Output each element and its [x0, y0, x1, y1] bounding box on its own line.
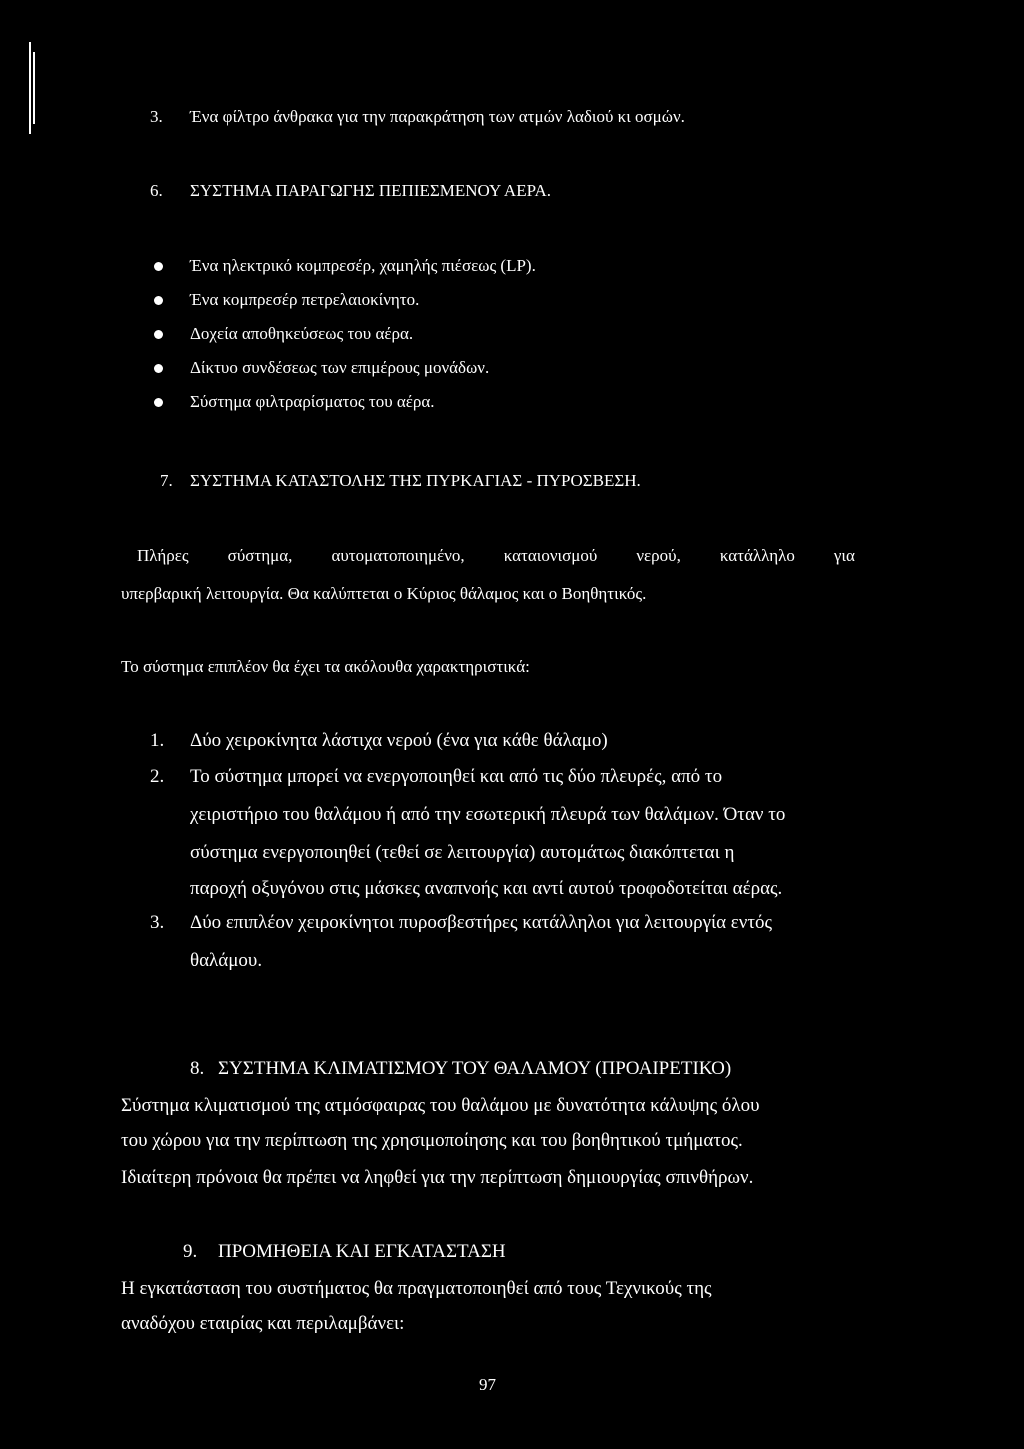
- bullet-icon: [154, 296, 163, 305]
- paragraph-line: Σύστημα κλιματισμού της ατμόσφαιρας του θαλάμου με δυνατότητα κάλυψης όλου: [121, 1095, 760, 1116]
- section-title: ΠΡΟΜΗΘΕΙΑ ΚΑΙ ΕΓΚΑΤΑΣΤΑΣΗ: [218, 1241, 506, 1262]
- section-number: 6.: [150, 181, 163, 200]
- bullet-icon: [154, 398, 163, 407]
- word: καταιονισμού: [503, 546, 598, 565]
- section-number: 7.: [160, 471, 173, 490]
- item-text: Το σύστημα μπορεί να ενεργοποιηθεί και από τις δύο πλευρές, από το: [190, 766, 723, 787]
- bullet-item: Δοχεία αποθηκεύσεως του αέρα.: [190, 324, 414, 343]
- section-title: ΣΥΣΤΗΜΑ ΚΛΙΜΑΤΙΣΜΟΥ ΤΟΥ ΘΑΛΑΜΟΥ (ΠΡΟΑΙΡΕΤΙΚΟ): [218, 1058, 732, 1079]
- word: σύστημα,: [227, 546, 293, 565]
- section-number: 8.: [190, 1058, 205, 1079]
- word: νερού,: [636, 546, 681, 565]
- item-text: Δύο χειροκίνητα λάστιχα νερού (ένα για κάθε θάλαμο): [190, 730, 608, 751]
- item-text: σύστημα ενεργοποιηθεί (τεθεί σε λειτουργία) αυτομάτως διακόπτεται η: [190, 842, 735, 863]
- word: αυτοματοποιημένο,: [331, 546, 465, 565]
- item-text: Ένα φίλτρο άνθρακα για την παρακράτηση των ατμών λαδιού κι οσμών.: [190, 107, 685, 126]
- margin-line: [29, 42, 31, 134]
- section-title: ΣΥΣΤΗΜΑ ΚΑΤΑΣΤΟΛΗΣ ΤΗΣ ΠΥΡΚΑΓΙΑΣ - ΠΥΡΟΣΒΕΣΗ.: [190, 471, 641, 490]
- page-number: 97: [479, 1375, 496, 1394]
- item-number: 3.: [150, 107, 163, 126]
- item-number: 2.: [150, 766, 165, 787]
- paragraph-line: του χώρου για την περίπτωση της χρησιμοποίησης και του βοηθητικού τμήματος.: [121, 1130, 743, 1151]
- section-title: ΣΥΣΤΗΜΑ ΠΑΡΑΓΩΓΗΣ ΠΕΠΙΕΣΜΕΝΟΥ ΑΕΡΑ.: [190, 181, 552, 200]
- paragraph-line: υπερβαρική λειτουργία. Θα καλύπτεται ο Κύριος θάλαμος και ο Βοηθητικός.: [121, 584, 647, 603]
- item-text: χειριστήριο του θαλάμου ή από την εσωτερική πλευρά των θαλάμων. Όταν το: [190, 804, 786, 825]
- paragraph-line: Η εγκατάσταση του συστήματος θα πραγματοποιηθεί από τους Τεχνικούς της: [121, 1278, 712, 1299]
- margin-line: [33, 52, 35, 124]
- bullet-icon: [154, 262, 163, 271]
- word: Πλήρες: [137, 546, 189, 565]
- bullet-icon: [154, 364, 163, 373]
- paragraph-line: [137, 547, 855, 564]
- bullet-icon: [154, 330, 163, 339]
- paragraph-line: Ιδιαίτερη πρόνοια θα πρέπει να ληφθεί για την περίπτωση δημιουργίας σπινθήρων.: [121, 1167, 754, 1188]
- paragraph-line: αναδόχου εταιρίας και περιλαμβάνει:: [121, 1313, 405, 1334]
- item-text: Δύο επιπλέον χειροκίνητοι πυροσβεστήρες κατάλληλοι για λειτουργία εντός: [190, 912, 773, 933]
- word: για: [833, 546, 855, 565]
- item-number: 3.: [150, 912, 165, 933]
- bullet-item: Σύστημα φιλτραρίσματος του αέρα.: [190, 392, 435, 411]
- section-number: 9.: [183, 1241, 198, 1262]
- item-number: 1.: [150, 730, 165, 751]
- bullet-item: Δίκτυο συνδέσεως των επιμέρους μονάδων.: [190, 358, 490, 377]
- word: κατάλληλο: [719, 546, 795, 565]
- item-text: παροχή οξυγόνου στις μάσκες αναπνοής και αντί αυτού τροφοδοτείται αέρας.: [190, 878, 783, 899]
- item-text: θαλάμου.: [190, 950, 263, 971]
- intro-text: Το σύστημα επιπλέον θα έχει τα ακόλουθα χαρακτηριστικά:: [121, 657, 530, 676]
- bullet-item: Ένα ηλεκτρικό κομπρεσέρ, χαμηλής πιέσεως (LP).: [190, 256, 536, 275]
- bullet-item: Ένα κομπρεσέρ πετρελαιοκίνητο.: [190, 290, 420, 309]
